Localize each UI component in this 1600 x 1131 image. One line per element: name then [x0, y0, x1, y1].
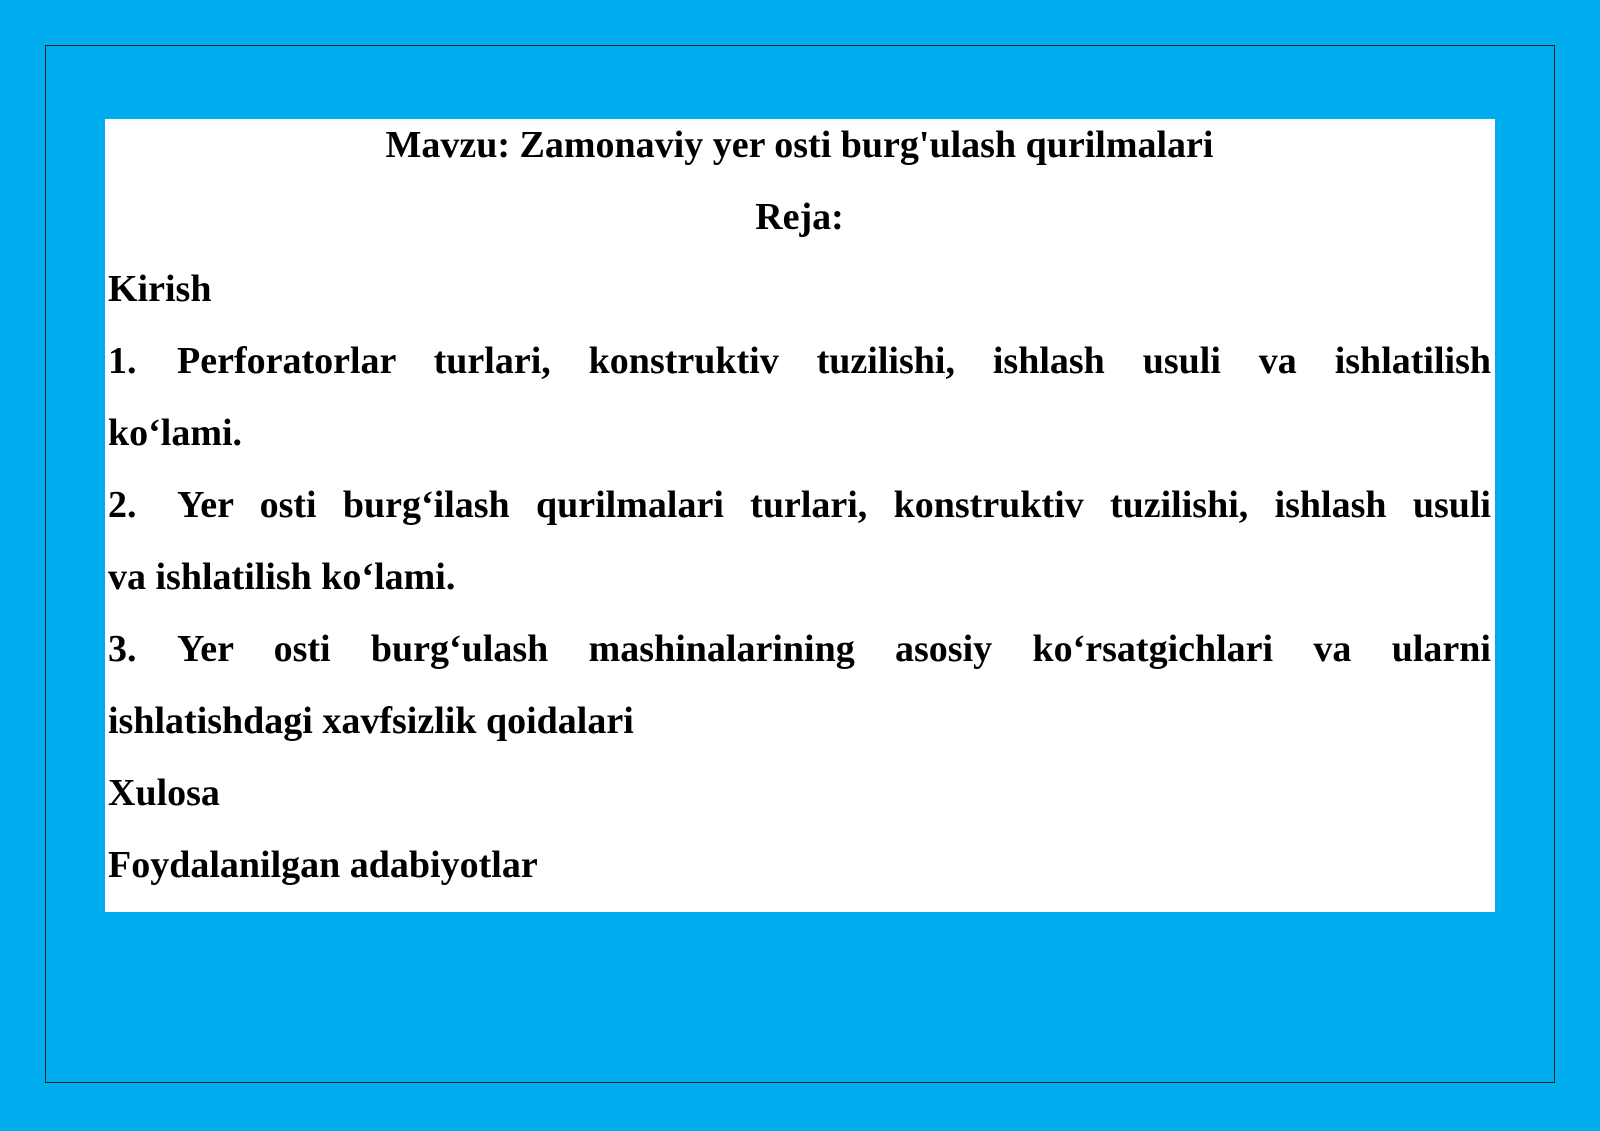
plan-item-3-text: Yer osti burg‘ulash mashinalarining asosiy ko‘rsatgichlari va ularni	[177, 628, 1491, 670]
plan-panel	[105, 119, 1495, 912]
references-item: Foydalanilgan adabiyotlar	[108, 844, 538, 886]
plan-item-2-number: 2.	[108, 484, 137, 526]
plan-item-3-line-1	[108, 623, 1491, 695]
plan-item-2-line-1	[108, 479, 1491, 551]
intro-item: Kirish	[108, 268, 212, 310]
conclusion-item: Xulosa	[108, 772, 220, 814]
plan-item-1-number: 1.	[108, 340, 137, 382]
plan-item-3-number: 3.	[108, 628, 137, 670]
plan-item-1-text: Perforatorlar turlari, konstruktiv tuzilishi, ishlash usuli va ishlatilish	[177, 340, 1491, 382]
plan-item-1-line-2: ko‘lami.	[108, 412, 243, 454]
plan-item-1-line-1	[108, 335, 1491, 407]
plan-item-2-text: Yer osti burg‘ilash qurilmalari turlari, konstruktiv tuzilishi, ishlash usuli	[177, 484, 1491, 526]
plan-item-2-line-2: va ishlatilish ko‘lami.	[108, 556, 456, 598]
plan-heading: Reja:	[755, 196, 844, 238]
page-title: Mavzu: Zamonaviy yer osti burg'ulash qurilmalari	[385, 124, 1214, 166]
plan-item-3-line-2: ishlatishdagi xavfsizlik qoidalari	[108, 700, 634, 742]
